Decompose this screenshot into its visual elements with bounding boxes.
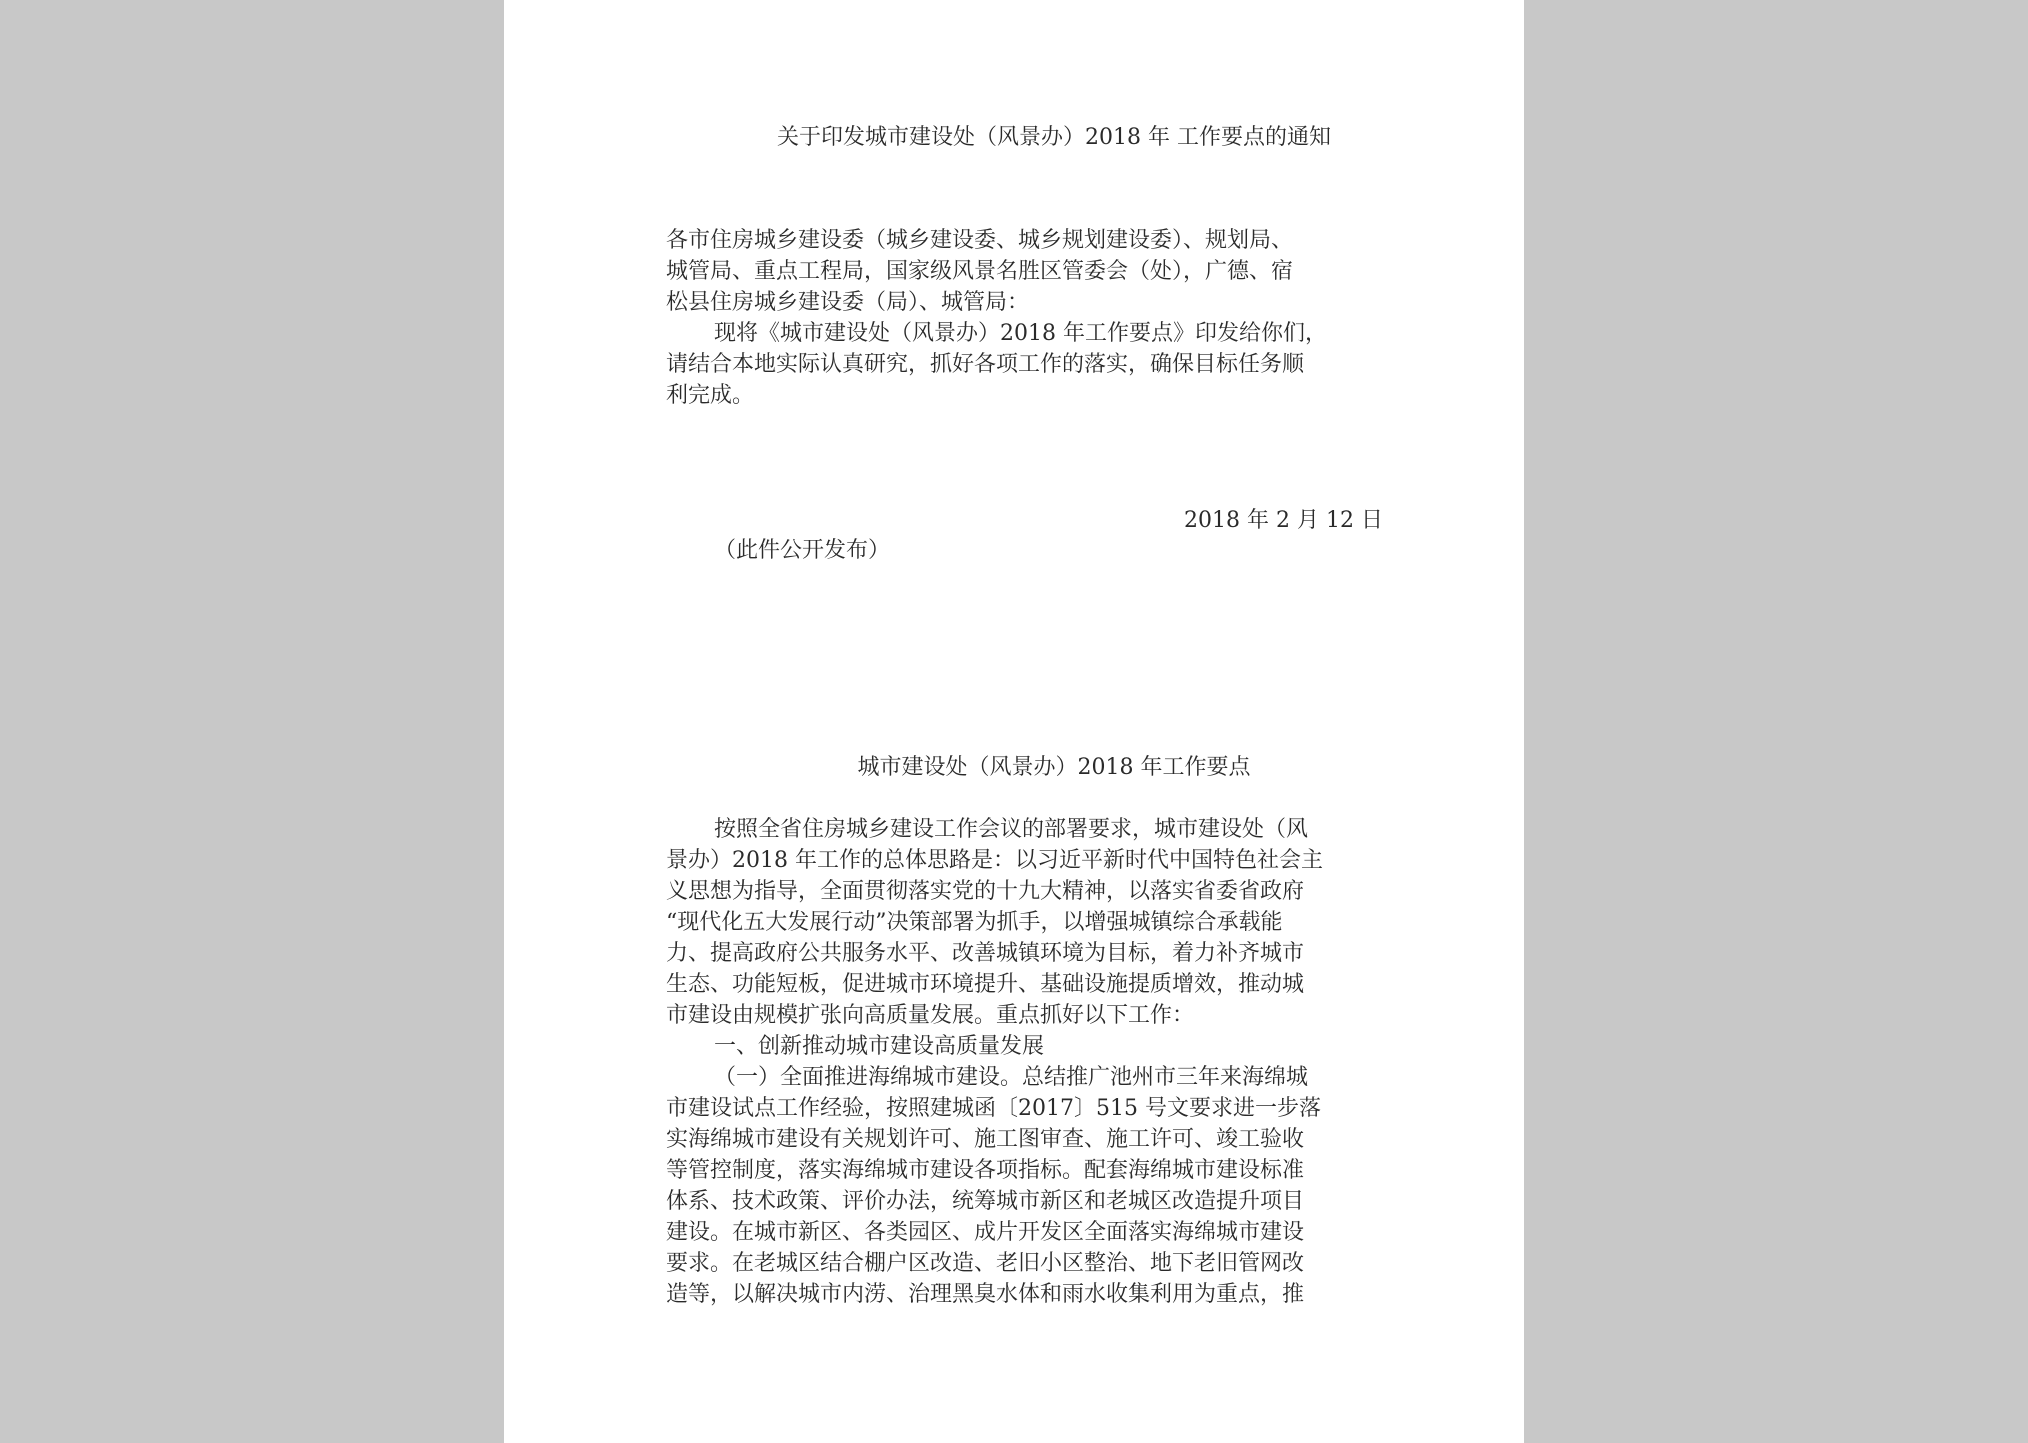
item-line: 实海绵城市建设有关规划许可、施工图审查、施工许可、竣工验收 xyxy=(666,1127,1305,1152)
body-line: 利完成。 xyxy=(666,383,755,408)
intro-line: 力、提高政府公共服务水平、改善城镇环境为目标，着力补齐城市 xyxy=(666,941,1305,966)
body-line: 现将《城市建设处（风景办）2018 年工作要点》印发给你们， xyxy=(714,321,1327,346)
public-release-note: （此件公开发布） xyxy=(714,538,891,563)
addressee-line: 城管局、重点工程局，国家级风景名胜区管委会（处），广德、宿 xyxy=(666,259,1294,284)
addressee-line: 松县住房城乡建设委（局）、城管局： xyxy=(666,290,1030,315)
intro-line: 义思想为指导，全面贯彻落实党的十九大精神，以落实省委省政府 xyxy=(666,879,1305,904)
body-line: 请结合本地实际认真研究，抓好各项工作的落实，确保目标任务顺 xyxy=(666,352,1305,377)
notice-body xyxy=(666,318,1386,411)
item-line: 要求。在老城区结合棚户区改造、老旧小区整治、地下老旧管网改 xyxy=(666,1251,1305,1276)
item-line: 市建设试点工作经验，按照建城函〔2017〕515 号文要求进一步落 xyxy=(666,1096,1321,1121)
notice-date: 2018 年 2 月 12 日 xyxy=(1184,508,1383,533)
document-page xyxy=(504,0,1524,1443)
addressee-line: 各市住房城乡建设委（城乡建设委、城乡规划建设委）、规划局、 xyxy=(666,228,1294,253)
work-points-title: 城市建设处（风景办）2018 年工作要点 xyxy=(857,755,1251,780)
intro-line: 按照全省住房城乡建设工作会议的部署要求，城市建设处（风 xyxy=(714,817,1309,842)
notice-title: 关于印发城市建设处（风景办）2018 年 工作要点的通知 xyxy=(777,125,1331,150)
addressee-block xyxy=(666,225,1386,318)
intro-line: 景办）2018 年工作的总体思路是：以习近平新时代中国特色社会主 xyxy=(666,848,1323,873)
intro-line: 生态、功能短板，促进城市环境提升、基础设施提质增效，推动城 xyxy=(666,972,1305,997)
intro-line: “现代化五大发展行动”决策部署为抓手，以增强城镇综合承载能 xyxy=(666,910,1283,935)
item-line: 体系、技术政策、评价办法，统筹城市新区和老城区改造提升项目 xyxy=(666,1189,1305,1214)
section-heading: 一、创新推动城市建设高质量发展 xyxy=(714,1034,1045,1059)
intro-line: 市建设由规模扩张向高质量发展。重点抓好以下工作： xyxy=(666,1003,1195,1028)
item-line: 等管控制度，落实海绵城市建设各项指标。配套海绵城市建设标准 xyxy=(666,1158,1305,1183)
item-line: 建设。在城市新区、各类园区、成片开发区全面落实海绵城市建设 xyxy=(666,1220,1305,1245)
work-points-body xyxy=(666,814,1386,1310)
item-line: 造等，以解决城市内涝、治理黑臭水体和雨水收集利用为重点，推 xyxy=(666,1282,1305,1307)
item-line: （一）全面推进海绵城市建设。总结推广池州市三年来海绵城 xyxy=(714,1065,1309,1090)
